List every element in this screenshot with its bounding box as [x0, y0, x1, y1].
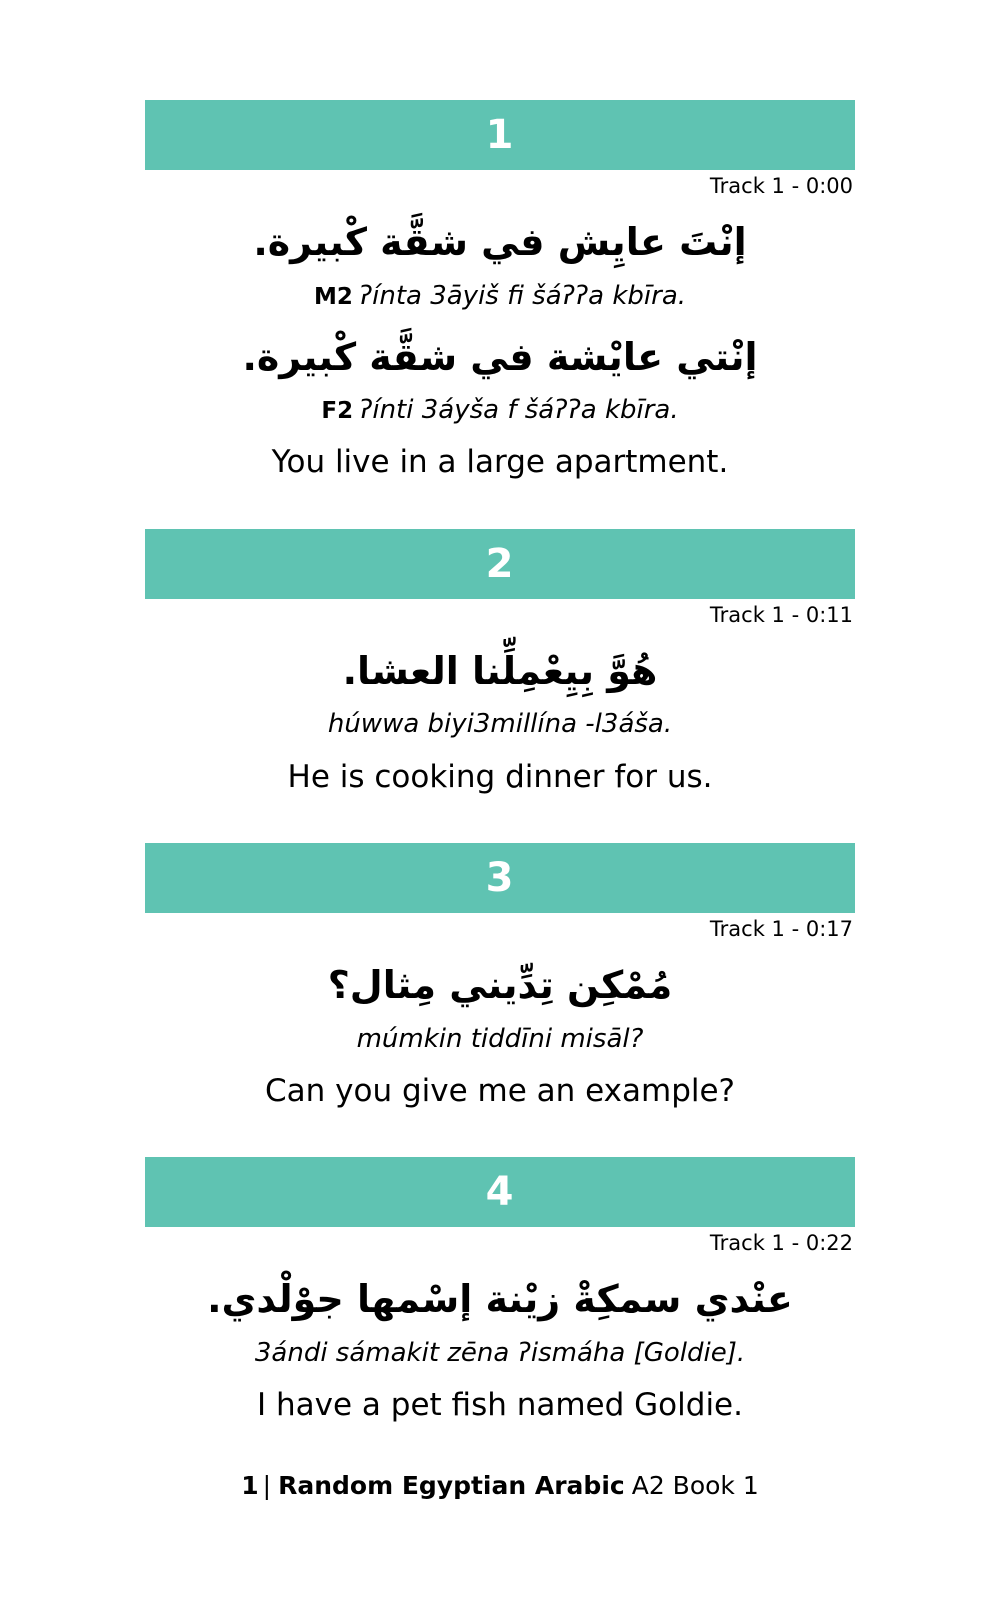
section-1-arabic-feminine: إنْتي عايْشة في شقَّة كْبيرة.: [242, 334, 758, 379]
transliteration-text-masculine: ʔínta 3āyiš fi šáʔʔa kbīra.: [358, 280, 687, 311]
phrase-section-4: [145, 1157, 855, 1425]
book-subtitle: A2 Book 1: [631, 1471, 759, 1501]
section-4-number: 4: [485, 1169, 515, 1216]
section-1-transliteration-feminine: [145, 393, 855, 428]
section-4-track-timestamp: Track 1 - 0:22: [709, 1231, 853, 1256]
transliteration-text: 3ándi sámakit zēna ʔismáha [Goldie].: [254, 1337, 746, 1368]
speaker-tag-f2: F2: [321, 398, 354, 425]
section-2-header-bar: [145, 529, 855, 599]
section-3-english-translation: Can you give me an example?: [264, 1072, 736, 1109]
phrase-section-2: [145, 529, 855, 797]
section-2-transliteration: [145, 707, 855, 742]
book-page: [145, 0, 855, 1500]
book-title: Random Egyptian Arabic: [278, 1471, 625, 1501]
section-3-arabic: مُمْكِن تِدِّيني مِثال؟: [327, 963, 673, 1008]
transliteration-text-feminine: ʔínti 3áyša f šáʔʔa kbīra.: [359, 395, 679, 426]
section-1-number: 1: [485, 112, 515, 158]
section-2-english-translation: He is cooking dinner for us.: [287, 758, 713, 795]
section-2-track-timestamp: Track 1 - 0:11: [709, 602, 853, 627]
page-number: 1: [241, 1471, 259, 1501]
section-1-english-translation: You live in a large apartment.: [271, 444, 729, 481]
phrase-section-1: [145, 100, 855, 483]
section-4-arabic: عنْدي سمكِةْ زيْنة إسْمها جوْلْدي.: [207, 1277, 793, 1322]
transliteration-text: húwwa biyi3millína -l3áša.: [327, 709, 673, 740]
section-1-transliteration-masculine: [145, 279, 855, 314]
phrase-section-3: [145, 843, 855, 1111]
section-3-header-bar: [145, 843, 855, 913]
section-3-track-timestamp: Track 1 - 0:17: [709, 916, 853, 941]
section-4-transliteration: [145, 1336, 855, 1371]
section-4-english-translation: I have a pet fish named Goldie.: [257, 1386, 743, 1423]
speaker-tag-m2: M2: [313, 283, 353, 310]
transliteration-text: múmkin tiddīni misāl?: [356, 1023, 644, 1054]
section-4-header-bar: [145, 1157, 855, 1227]
section-1-track-timestamp: Track 1 - 0:00: [709, 174, 853, 198]
section-2-arabic: هُوَّ بِيِعْمِلِّنا العشا.: [342, 648, 658, 693]
footer-separator: |: [262, 1471, 272, 1501]
section-2-number: 2: [485, 540, 515, 587]
section-1-arabic-masculine: إنْتَ عايِش في شقَّة كْبيرة.: [253, 220, 747, 265]
section-3-number: 3: [485, 854, 515, 901]
section-3-transliteration: [145, 1022, 855, 1057]
page-footer: [145, 1471, 855, 1500]
section-1-header-bar: [145, 100, 855, 170]
